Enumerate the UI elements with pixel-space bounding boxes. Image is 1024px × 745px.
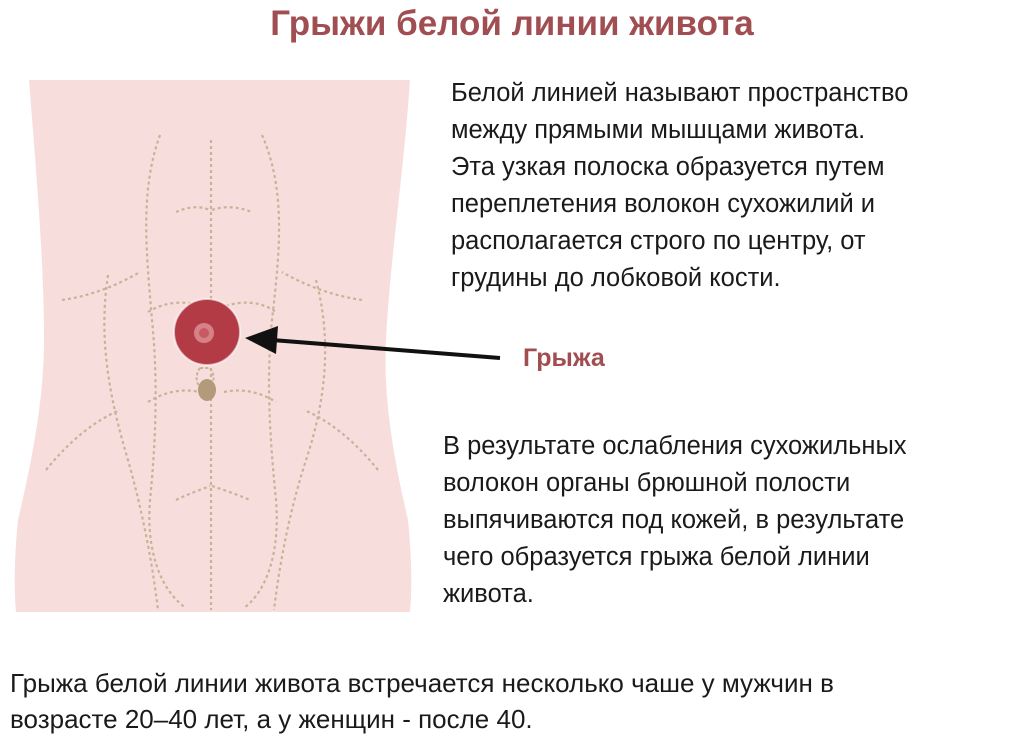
cause-line: В результате ослабления сухожильных — [443, 432, 907, 460]
intro-paragraph — [451, 75, 908, 297]
intro-line: Эта узкая полоска образуется путем — [451, 153, 885, 181]
stats-paragraph — [10, 665, 834, 737]
page-title: Грыжи белой линии живота — [270, 4, 754, 43]
stats-line: возрасте 20–40 лет, а у женщин - после 40. — [10, 704, 533, 734]
cause-line: живота. — [443, 580, 534, 608]
intro-line: между прямыми мышцами живота. — [451, 116, 866, 144]
stats-line: Грыжа белой линии живота встречается несколько чаше у мужчин в — [10, 668, 834, 698]
intro-line: грудины до лобковой кости. — [451, 264, 781, 292]
intro-line: Белой линией называют пространство — [451, 79, 909, 107]
cause-line: выпячиваются под кожей, в результате — [443, 506, 905, 534]
hernia-bulge — [174, 299, 240, 365]
cause-line: чего образуется грыжа белой линии — [443, 543, 870, 571]
cause-line: волокон органы брюшной полости — [443, 469, 851, 497]
cause-paragraph — [443, 428, 907, 613]
hernia-label: Грыжа — [523, 344, 605, 372]
intro-line: располагается строго по центру, от — [451, 227, 866, 255]
intro-line: переплетения волокон сухожилий и — [451, 190, 876, 218]
